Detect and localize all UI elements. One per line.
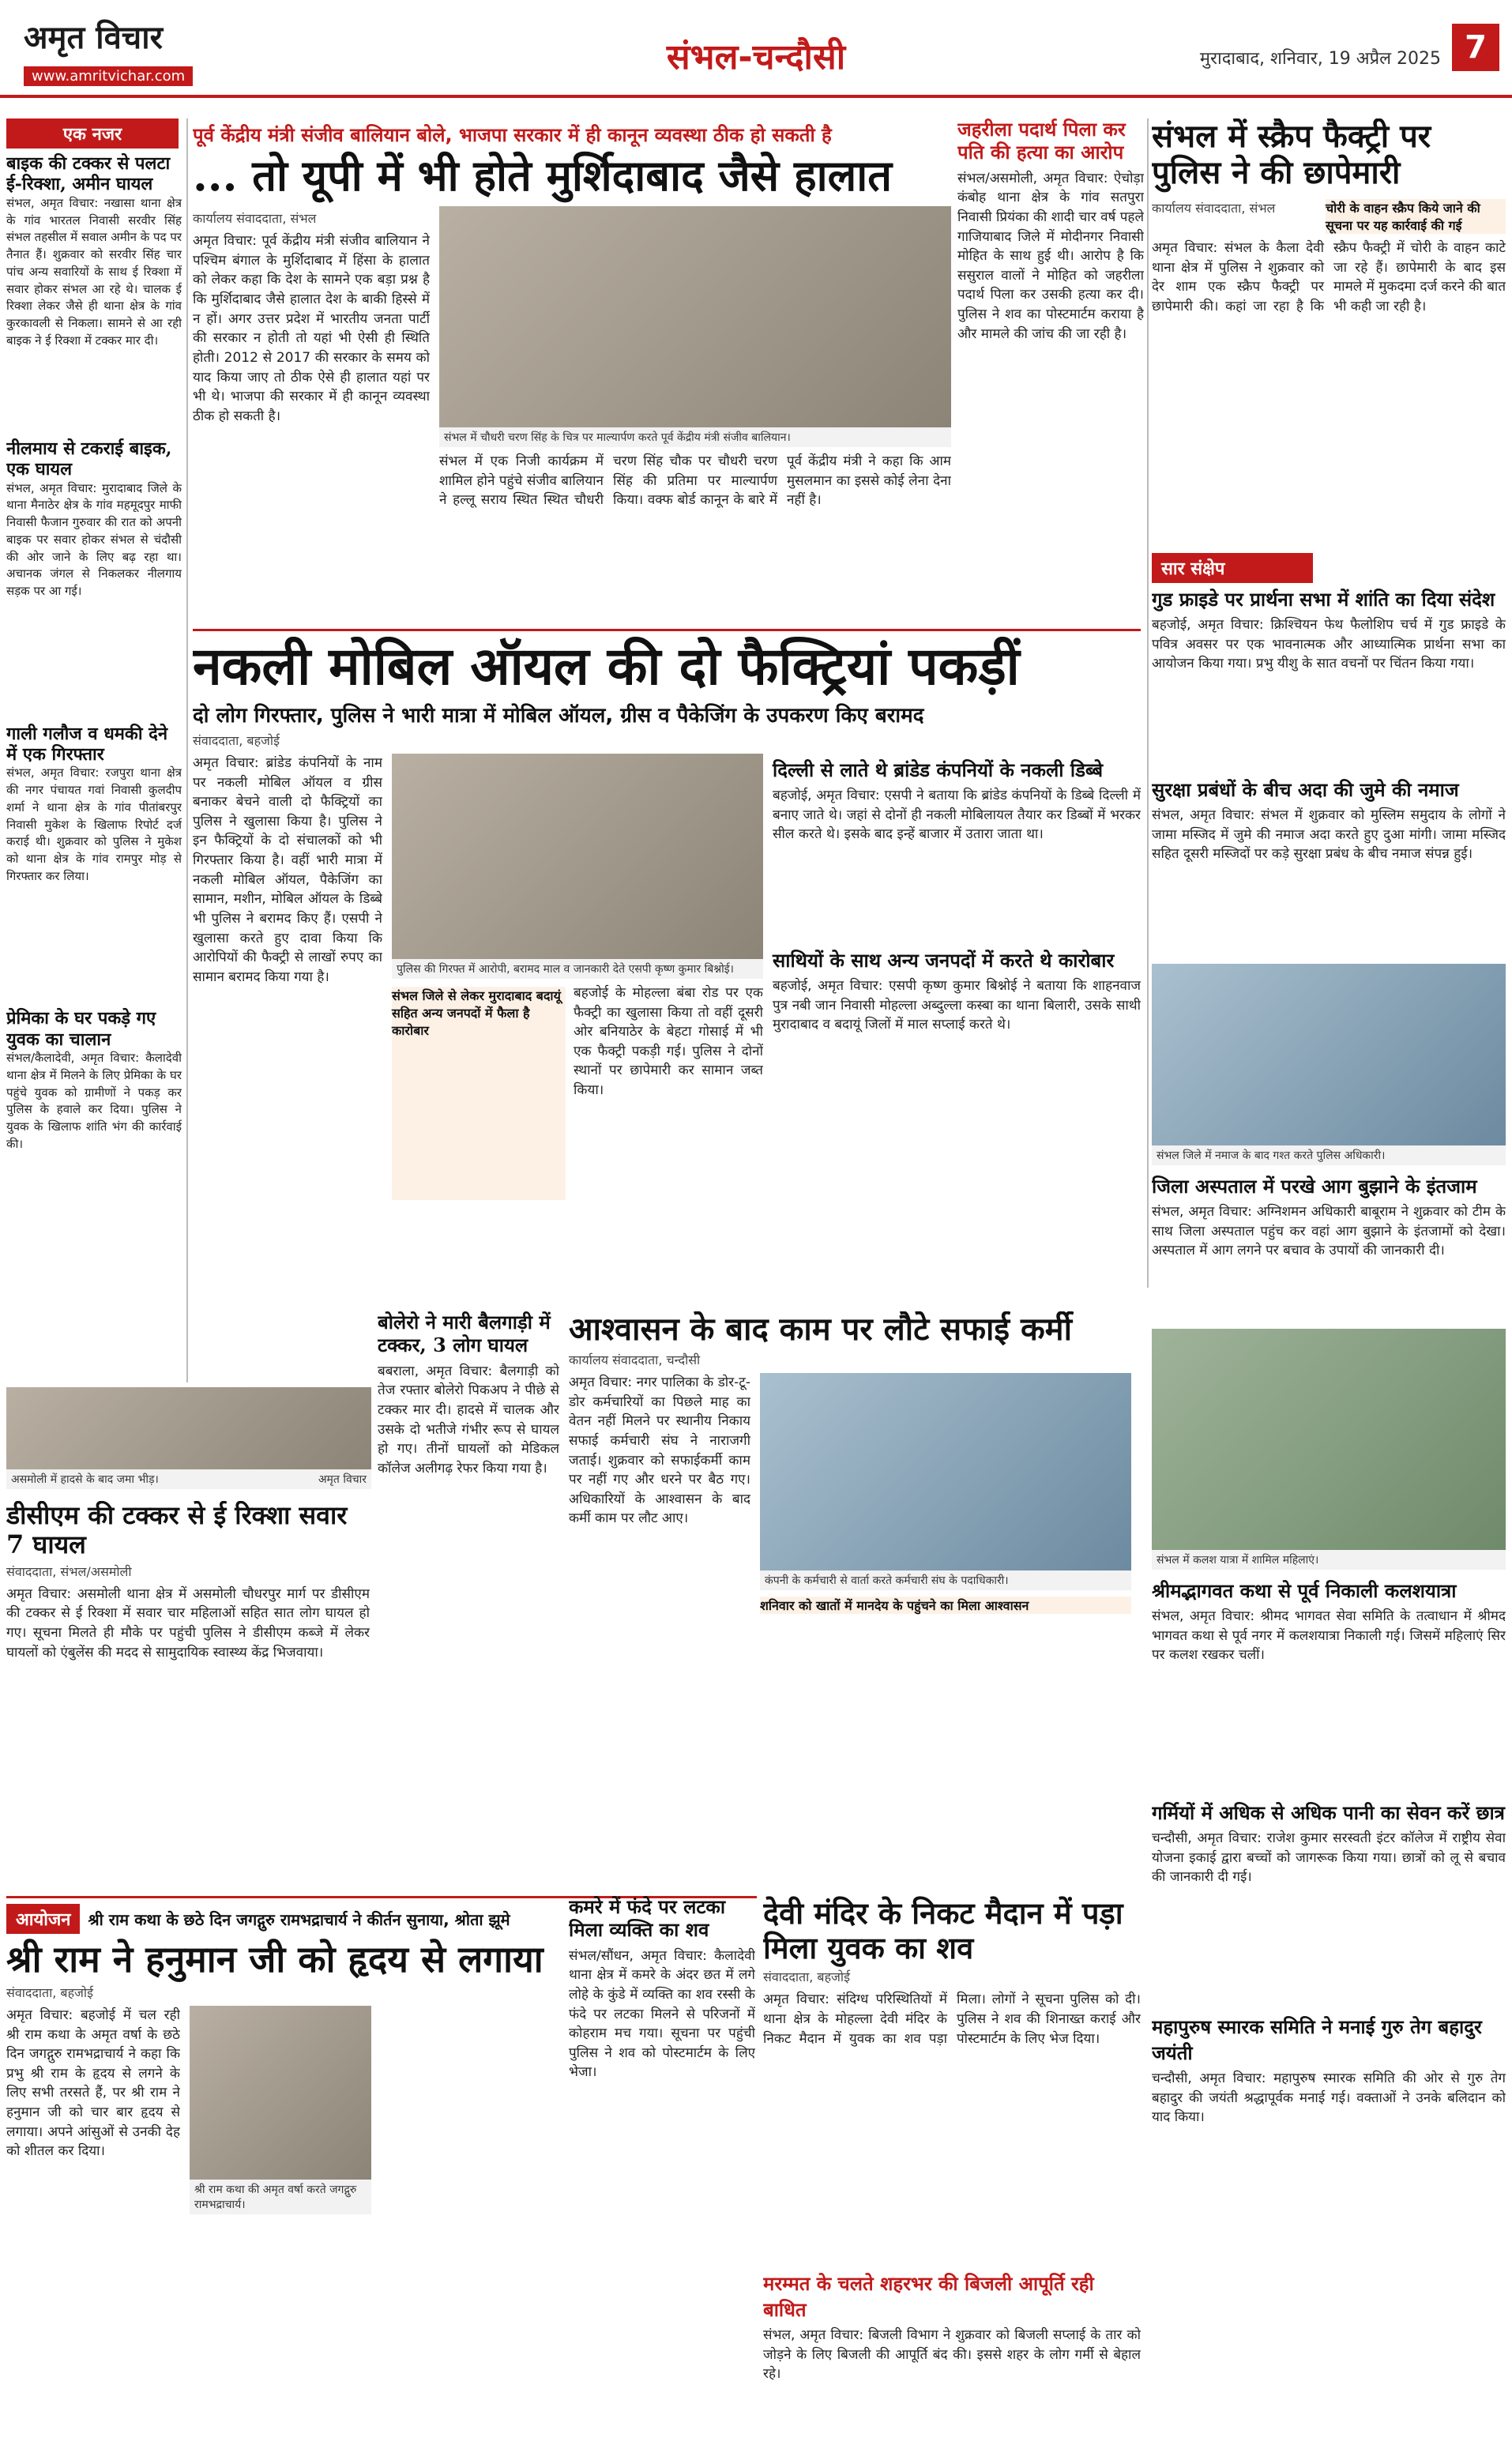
namaz-photo (1152, 964, 1506, 1145)
box-title: दिल्ली से लाते थे ब्रांडेड कंपनियों के नकली डिब्बे (773, 758, 1104, 781)
story-scrap-factory (1152, 118, 1506, 545)
story-body: अमृत विचार: बहजोई में चल रही श्री राम कथा के अमृत वर्षा के छठे दिन जगद्गुरु रामभद्राचार्य ने कहा कि प्रभु श्री राम के हृदय से लगने के लिए सभी तरसते हैं, पर श्री राम ने हनुमान जी को चार बार हृदय से लगाया। अपने आंसुओं से उनकी देह को शीतल कर दिया। (6, 2007, 180, 2160)
story-body: अमृत विचार: पूर्व केंद्रीय मंत्री संजीव बालियान ने पश्चिम बंगाल के मुर्शिदाबाद में हिंसा के हालात को लेकर कहा कि देश के सामने एक बड़ा प्रश्न है कि मुर्शिदाबाद जैसे हालात देश के बाकी हिस्से में न हों। अगर उत्तर प्रदेश में भारतीय जनता पार्टी की सरकार न होती तो यहां भी ऐसी ही स्थिति होती। 2012 से 2017 की सरकार के समय को याद किया जाए तो ठीक ऐसे ही हालात यहां पर भी थे। भाजपा की सरकार में ही कानून व्यवस्था ठीक हो सकती है। (193, 233, 430, 424)
story-headline: देवी मंदिर के निकट मैदान में पड़ा मिला युवक का शव (763, 1896, 1123, 1965)
dateline: मुरादाबाद, शनिवार, 19 अप्रैल 2025 (1199, 49, 1441, 69)
photo-caption: कंपनी के कर्मचारी से वार्ता करते कर्मचारी संघ के पदाधिकारी। (760, 1570, 1131, 1590)
box-body: बहजोई, अमृत विचार: एसपी कृष्ण कुमार बिश्नोई ने बताया कि शाहनवाज पुत्र नबी जान निवासी मोहल्ला अब्दुल्ला कस्बा का थाना बिलारी, उसके साथी मुरादाबाद व बदायूं जिलों में माल सप्लाई करते थे। (773, 977, 1141, 1033)
photo-credit: अमृत विचार (318, 1473, 367, 1486)
story-body-continued: संभल में एक निजी कार्यक्रम में शामिल होने पहुंचे संजीव बालियान ने हल्लू सराय स्थित स्थित चौधरी चरण सिंह चौक पर चौधरी चरण सिंह की प्रतिमा पर माल्यार्पण किया। वक्फ बोर्ड कानून के बारे में पूर्व केंद्रीय मंत्री ने कहा कि आम मुसलमान का इससे कोई लेना देना नहीं है। (439, 453, 951, 509)
story-headline: जहरीला पदार्थ पिला कर पति की हत्या का आरोप (957, 118, 1126, 164)
brief-title: नीलमाय से टकराई बाइक, एक घायल (6, 438, 172, 480)
brief-title: बाइक की टक्कर से पलटा ई-रिक्शा, अमीन घायल (6, 153, 171, 195)
brief-title: प्रेमिका के घर पकड़े गए युवक का चालान (6, 1008, 156, 1050)
story-headline: कमरे में फंदे पर लटका मिला व्यक्ति का शव (569, 1896, 726, 1941)
brief-title: जिला अस्पताल में परखे आग बुझाने के इंतजाम (1152, 1175, 1477, 1198)
left-photo-block (6, 1387, 371, 1490)
crowd-photo (6, 1387, 371, 1469)
story-body-continued: बहजोई के मोहल्ला बंबा रोड पर एक फैक्ट्री का खुलासा किया तो वहीं दूसरी ओर बनियाठेर के बेहटा गोसाई में भी एक फैक्ट्री पकड़ी गई। पुलिस ने दोनों स्थानों पर छापेमारी कर सामान जब्त किया। (574, 984, 763, 1099)
workers-photo (760, 1373, 1131, 1570)
story-body: अमृत विचार: संदिग्ध परिस्थितियों में थाना क्षेत्र के मोहल्ला देवी मंदिर के निकट मैदान में युवक का शव पड़ा मिला। लोगों ने सूचना पुलिस को दी। पुलिस ने शव की शिनाख्त कराई और पोस्टमार्टम के लिए भेज दिया। (763, 1992, 1141, 2047)
story-headline: मरम्मत के चलते शहरभर की बिजली आपूर्ति रही बाधित (763, 2272, 1094, 2321)
photo-caption: संभल में चौधरी चरण सिंह के चित्र पर माल्यार्पण करते पूर्व केंद्रीय मंत्री संजीव बालियान। (439, 427, 951, 447)
brief-body: संभल, अमृत विचार: रजपुरा थाना क्षेत्र की नगर पंचायत गवां निवासी कुलदीप शर्मा ने थाना क्षेत्र के गांव पीतांबरपुर निवासी मुकेश के खिलाफ रिपोर्ट दर्ज कराई थी। शुक्रवार को पुलिस ने मुकेश को थाना क्षेत्र के गांव रामपुर मोड़ से गिरफ्तार कर लिया। (6, 765, 182, 883)
left-column (6, 118, 182, 1382)
column-divider (186, 118, 188, 1382)
jagadguru-photo (190, 2006, 371, 2180)
baliyan-photo (439, 206, 951, 427)
brief-body: संभल, अमृत विचार: अग्निशमन अधिकारी बाबूराम ने शुक्रवार को टीम के साथ जिला अस्पताल पहुंच कर वहां आग बुझाने के इंतजामों को देखा। अस्पताल में आग लगने पर बचाव के उपायों की जानकारी दी। (1152, 1204, 1506, 1259)
story-subhead: दो लोग गिरफ्तार, पुलिस ने भारी मात्रा में मोबिल ऑयल, ग्रीस व पैकेजिंग के उपकरण किए बरामद (193, 703, 924, 728)
box-body: बहजोई, अमृत विचार: एसपी ने बताया कि ब्रांडेड कंपनियों के डिब्बे दिल्ली में बनाए जाते थे। जहां से दोनों ही नकली मोबिलायल तैयार कर डिब्बों में भरकर सील करते थे। इसके बाद इन्हें बाजार में उतारा जाता था। (773, 787, 1141, 843)
brief-body: संभल, अमृत विचार: मुरादाबाद जिले के थाना मैनाठेर क्षेत्र के गांव महमूदपुर माफी निवासी फैजान गुरुवार की रात को अपनी बाइक पर सवार होकर संभल से चंदौसी की ओर जाने के लिए बढ़ रहा था। अचानक जंगल से निकलकर नीलगाय सड़क पर आ गई। (6, 480, 182, 599)
story-headline: डीसीएम की टक्कर से ई रिक्शा सवार 7 घायल (6, 1501, 348, 1559)
brief-title: गर्मियों में अधिक से अधिक पानी का सेवन करें छात्र (1152, 1801, 1505, 1824)
website-url[interactable]: www.amritvichar.com (24, 66, 193, 86)
story-kicker: श्री राम कथा के छठे दिन जगद्गुरु रामभद्राचार्य ने कीर्तन सुनाया, श्रोता झूमे (88, 1909, 510, 1929)
story-safai-karmi (569, 1311, 1141, 1880)
story-baliyan (193, 118, 951, 624)
story-body: संभल, अमृत विचार: बिजली विभाग ने शुक्रवार को बिजली सप्लाई के तार को जोड़ने के लिए बिजली की आपूर्ति बंद की। इससे शहर के लोग गर्मी से बेहाल रहे। (763, 2327, 1141, 2383)
story-byline: संवाददाता, बहजोई (193, 732, 280, 748)
story-poison (957, 118, 1144, 624)
story-headline: श्री राम ने हनुमान जी को हृदय से लगाया (6, 1938, 543, 1980)
story-dcm (6, 1501, 370, 1888)
brief-title: सुरक्षा प्रबंधों के बीच अदा की जुमे की नमाज (1152, 778, 1459, 801)
story-note: चोरी के वाहन स्क्रैप किये जाने की सूचना पर यह कार्रवाई की गई (1326, 199, 1506, 234)
story-body: बबराला, अमृत विचार: बैलगाड़ी को तेज रफ्तार बोलेरो पिकअप ने पीछे से टक्कर मार दी। हादसे में चालक और उसके दो भतीजे गंभीर रूप से घायल हो गए। तीनों घायलों को मेडिकल कॉलेज अलीगढ़ रेफर किया गया है। (378, 1363, 559, 1476)
brief-body: संभल/कैलादेवी, अमृत विचार: कैलादेवी थाना क्षेत्र में मिलने के लिए प्रेमिका के घर पहुंचे युवक को ग्रामीणों ने पकड़ कर पुलिस के हवाले कर दिया। पुलिस ने युवक के खिलाफ शांति भंग की कार्रवाई की। (6, 1051, 182, 1151)
kalash-photo (1152, 1329, 1506, 1550)
column-divider (1147, 118, 1149, 1288)
brief-body: चन्दौसी, अमृत विचार: राजेश कुमार सरस्वती इंटर कॉलेज में राष्ट्रीय सेवा योजना इकाई द्वारा बच्चों को जागरूक किया गया। छात्रों को लू से बचाव की जानकारी दी गई। (1152, 1830, 1506, 1886)
story-body: संभल/असमोली, अमृत विचार: ऐचोड़ा कंबोह थाना क्षेत्र के गांव सतपुरा निवासी प्रियंका की शादी चार वर्ष पहले गाजियाबाद जिले में मोदीनगर निवासी मोहित के साथ हुई थी। आरोप है कि ससुराल वालों ने मोहित को जहरीला पदार्थ पिला कर उसकी हत्या कर दी। पुलिस ने शव का पोस्टमार्टम कराया है और मामले की जांच की जा रही है। (957, 170, 1144, 342)
saar-tag: सार संक्षेप (1152, 553, 1313, 583)
story-headline: ... तो यूपी में भी होते मुर्शिदाबाद जैसे हालात (193, 150, 892, 201)
newspaper-logo: अमृत विचार (24, 20, 163, 56)
brief-title: महापुरुष स्मारक समिति ने मनाई गुरु तेग बहादुर जयंती (1152, 2015, 1482, 2064)
story-bolero (378, 1311, 559, 1880)
brief-title: गुड फ्राइडे पर प्रार्थना सभा में शांति का दिया संदेश (1152, 588, 1495, 611)
story-top-rule (193, 629, 1141, 631)
photo-caption: संभल जिले में नमाज के बाद गश्त करते पुलिस अधिकारी। (1152, 1145, 1506, 1165)
story-headline: बोलेरो ने मारी बैलगाड़ी में टक्कर, 3 लोग घायल (378, 1311, 551, 1356)
story-kicker: पूर्व केंद्रीय मंत्री संजीव बालियान बोले, भाजपा सरकार में ही कानून व्यवस्था ठीक हो सकती है (193, 124, 832, 146)
story-note: शनिवार को खातों में मानदेय के पहुंचने का मिला आश्वासन (760, 1597, 1131, 1614)
photo-caption: पुलिस की गिरफ्त में आरोपी, बरामद माल व जानकारी देते एसपी कृष्ण कुमार बिश्नोई। (392, 959, 763, 979)
story-byline: संवाददाता, बहजोई (6, 1984, 93, 2000)
brief-body: चन्दौसी, अमृत विचार: महापुरुष स्मारक समिति की ओर से गुरु तेग बहादुर की जयंती श्रद्धापूर्वक मनाई गई। वक्ताओं ने उनके बलिदान को याद किया। (1152, 2071, 1506, 2126)
story-body: संभल/सौंधन, अमृत विचार: कैलादेवी थाना क्षेत्र में कमरे के अंदर छत में लगे लोहे के कुंडे में व्यक्ति का शव रस्सी के फंदे पर लटका मिलने से परिजनों में कोहराम मच गया। सूचना पर पहुंची पुलिस ने शव को पोस्टमार्टम के लिए भेजा। (569, 1947, 755, 2081)
section-title: संभल-चन्दौसी (666, 37, 846, 77)
story-byline: कार्यालय संवाददाता, संभल (193, 211, 317, 227)
photo-caption: संभल में कलश यात्रा में शामिल महिलाएं। (1152, 1550, 1506, 1570)
story-headline: संभल में स्क्रैप फैक्ट्री पर पुलिस ने की छापेमारी (1152, 118, 1431, 191)
aayojan-tag: आयोजन (6, 1904, 80, 1934)
story-headline: आश्वासन के बाद काम पर लौटे सफाई कर्मी (569, 1311, 1072, 1348)
story-body: अमृत विचार: नगर पालिका के डोर-टू-डोर कर्मचारियों का पिछले माह का वेतन नहीं मिलने पर स्थानीय निकाय सफाई कर्मचारी संघ ने नाराजगी जताई। शुक्रवार को सफाईकर्मी काम पर नहीं गए और धरने पर बैठ गए। अधिकारियों के आश्वासन के बाद कर्मी काम पर लौट आए। (569, 1375, 750, 1527)
story-byline: संवाददाता, बहजोई (763, 1969, 850, 1985)
photo-caption: असमोली में हादसे के बाद जमा भीड़। अमृत विचार (6, 1469, 371, 1489)
brief-body: संभल, अमृत विचार: नखासा थाना क्षेत्र के गांव भारतल निवासी सरवीर सिंह संभल तहसील में सवाल अमीन के पद पर तैनात हैं। शुक्रवार को सरवीर सिंह चार पांच अन्य सवारियों के साथ ई रिक्शा में सवार होकर संभल आ रहे थे। चालक ई रिक्शा लेकर जैसे ही थाना क्षेत्र के गांव कुरकावली से निकला। सामने से आ रही बाइक ने ई रिक्शा में टक्कर मार दी। (6, 195, 182, 348)
story-byline: कार्यालय संवाददाता, चन्दौसी (569, 1352, 701, 1367)
story-headline: नकली मोबिल ऑयल की दो फैक्ट्रियां पकड़ीं (193, 637, 1020, 697)
story-byline: संवाददाता, संभल/असमोली (6, 1563, 132, 1579)
story-body: अमृत विचार: संभल के कैला देवी थाना क्षेत्र में पुलिस ने शुक्रवार को देर शाम एक स्क्रैप फैक्ट्री पर छापेमारी की। कहां जा रहा है कि स्क्रैप फैक्ट्री में चोरी के वाहन काटे जा रहे हैं। छापेमारी के बाद इस मामले में मुकदमा दर्ज करने की बात भी कही जा रही है। (1152, 240, 1506, 314)
page-number: 7 (1452, 24, 1499, 71)
story-mobil-oil (193, 637, 1141, 1300)
story-body: अमृत विचार: ब्रांडेड कंपनियों के नाम पर नकली मोबिल ऑयल व ग्रीस बनाकर बेचने वाली दो फैक्ट्रियों का पुलिस ने खुलासा किया है। पुलिस ने इन फैक्ट्रियों के दो संचालकों को भी गिरफ्तार किया है। वहीं भारी मात्रा में नकली मोबिल ऑयल, पैकेजिंग का सामान, मशीन, मोबिल ऑयल के डिब्बे भी पुलिस ने बरामद किए हैं। एसपी ने खुलासा करते हुए दावा किया कि आरोपियों की फैक्ट्री से लाखों रुपए का सामान बरामद किया गया है। (193, 754, 382, 985)
story-byline: कार्यालय संवाददाता, संभल (1152, 201, 1276, 216)
masthead (0, 0, 1512, 98)
police-photo (392, 754, 763, 959)
saar-sankshep (1152, 553, 1506, 2417)
brief-body: बहजोई, अमृत विचार: क्रिश्चियन फेथ फैलोशिप चर्च में गुड फ्राइडे के पवित्र अवसर पर एक भावनात्मक और आध्यात्मिक प्रार्थना सभा का आयोजन किया गया। प्रभु यीशु के सात वचनों पर चिंतन किया गया। (1152, 617, 1506, 672)
story-hanging (569, 1896, 755, 2433)
box-title: साथियों के साथ अन्य जनपदों में करते थे कारोबार (773, 948, 1115, 972)
story-devi-mandir (763, 1896, 1141, 2259)
story-body: अमृत विचार: असमोली थाना क्षेत्र में असमोली चौधरपुर मार्ग पर डीसीएम की टक्कर से ई रिक्शा में सवार चार महिलाओं सहित सात लोग घायल हो गए। सूचना मिलते ही मौके पर पहुंची पुलिस ने डीसीएम कब्जे में लेकर घायलों को एंबुलेंस की मदद से सामुदायिक स्वास्थ्य केंद्र भिजवाया। (6, 1585, 370, 1661)
brief-title: श्रीमद्भागवत कथा से पूर्व निकाली कलशयात्रा (1152, 1579, 1457, 1602)
ek-nazar-tag: एक नजर (6, 118, 179, 149)
photo-caption: श्री राम कथा की अमृत वर्षा करते जगद्गुरु रामभद्राचार्य। (190, 2180, 371, 2214)
brief-title: गाली गलौज व धमकी देने में एक गिरफ्तार (6, 723, 168, 765)
brief-body: संभल, अमृत विचार: संभल में शुक्रवार को मुस्लिम समुदाय के लोगों ने जामा मस्जिद में जुमे की नमाज अदा करते हुए दुआ मांगी। जामा मस्जिद सहित दूसरी मस्जिदों पर कड़े सुरक्षा प्रबंध के बीच नमाज संपन्न हुई। (1152, 807, 1506, 863)
story-note: संभल जिले से लेकर मुरादाबाद बदायूं सहित अन्य जनपदों में फैला है कारोबार (392, 987, 566, 1200)
brief-body: संभल, अमृत विचार: श्रीमद भागवत सेवा समिति के तत्वाधान में श्रीमद भागवत कथा से पूर्व नगर में कलशयात्रा निकाली गई। जिसमें महिलाएं सिर पर कलश रखकर चलीं। (1152, 1608, 1506, 1664)
story-electricity (763, 2267, 1141, 2425)
